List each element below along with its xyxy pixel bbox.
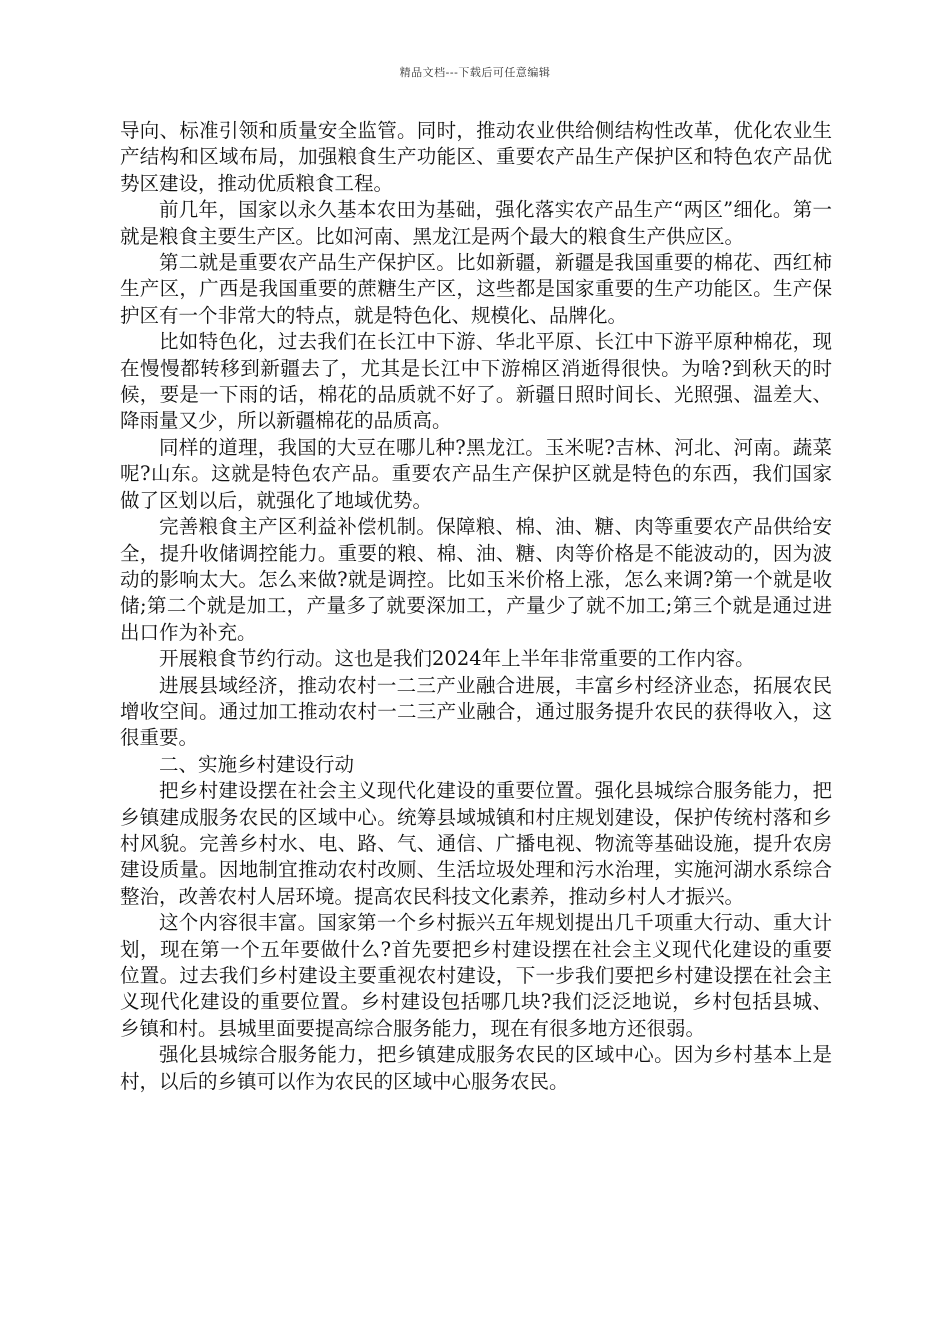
paragraph: 开展粮食节约行动。这也是我们2024年上半年非常重要的工作内容。 <box>159 647 755 671</box>
paragraph: 第二就是重要农产品生产保护区。比如新疆，新疆是我国重要的棉花、西红柿生产区，广西是我国重要的蔗糖生产区，这些都是国家重要的生产功能区。生产保护区有一个非常大的特点，就是特色化、规模化、品牌化。 <box>120 251 832 327</box>
document-body <box>120 118 832 1095</box>
section-heading: 二、实施乡村建设行动 <box>159 752 355 776</box>
paragraph: 比如特色化，过去我们在长江中下游、华北平原、长江中下游平原种棉花，现在慢慢都转移到新疆去了，尤其是长江中下游棉区消逝得很快。为啥?到秋天的时候，要是一下雨的话，棉花的品质就不好了。新疆日照时间长、光照强、温差大、降雨量又少，所以新疆棉花的品质高。 <box>120 330 832 433</box>
paragraph: 把乡村建设摆在社会主义现代化建设的重要位置。强化县城综合服务能力，把乡镇建成服务农民的区域中心。统筹县域城镇和村庄规划建设，保护传统村落和乡村风貌。完善乡村水、电、路、气、通信、广播电视、物流等基础设施，提升农房建设质量。因地制宜推动农村改厕、生活垃圾处理和污水治理，实施河湖水系综合整治，改善农村人居环境。提高农民科技文化素养，推动乡村人才振兴。 <box>120 779 832 908</box>
paragraph: 完善粮食主产区利益补偿机制。保障粮、棉、油、糖、肉等重要农产品供给安全，提升收储调控能力。重要的粮、棉、油、糖、肉等价格是不能波动的，因为波动的影响太大。怎么来做?就是调控。比如玉米价格上涨，怎么来调?第一个就是收储;第二个就是加工，产量多了就要深加工，产量少了就不加工;第三个就是通过进出口作为补充。 <box>120 515 832 644</box>
paragraph: 进展县域经济，推动农村一二三产业融合进展，丰富乡村经济业态，拓展农民增收空间。通过加工推动农村一二三产业融合，通过服务提升农民的获得收入，这很重要。 <box>120 673 832 750</box>
paragraph: 导向、标准引领和质量安全监管。同时，推动农业供给侧结构性改革，优化农业生产结构和区域布局，加强粮食生产功能区、重要农产品生产保护区和特色农产品优势区建设，推动优质粮食工程。 <box>120 119 832 195</box>
paragraph: 强化县城综合服务能力，把乡镇建成服务农民的区域中心。因为乡村基本上是村，以后的乡镇可以作为农民的区域中心服务农民。 <box>120 1043 832 1093</box>
paragraph: 前几年，国家以永久基本农田为基础，强化落实农产品生产“两区”细化。第一就是粮食主要生产区。比如河南、黑龙江是两个最大的粮食生产供应区。 <box>120 198 832 248</box>
page-header: 精品文档---下载后可任意编辑 <box>399 66 551 79</box>
paragraph: 这个内容很丰富。国家第一个乡村振兴五年规划提出几千项重大行动、重大计划，现在第一个五年要做什么?首先要把乡村建设摆在社会主义现代化建设的重要位置。过去我们乡村建设主要重视农村建设，下一步我们要把乡村建设摆在社会主义现代化建设的重要位置。乡村建设包括哪几块?我们泛泛地说，乡村包括县城、乡镇和村。县城里面要提高综合服务能力，现在有很多地方还很弱。 <box>120 911 832 1040</box>
paragraph: 同样的道理，我国的大豆在哪儿种?黑龙江。玉米呢?吉林、河北、河南。蔬菜呢?山东。这就是特色农产品。重要农产品生产保护区就是特色的东西，我们国家做了区划以后，就强化了地域优势。 <box>120 435 832 512</box>
